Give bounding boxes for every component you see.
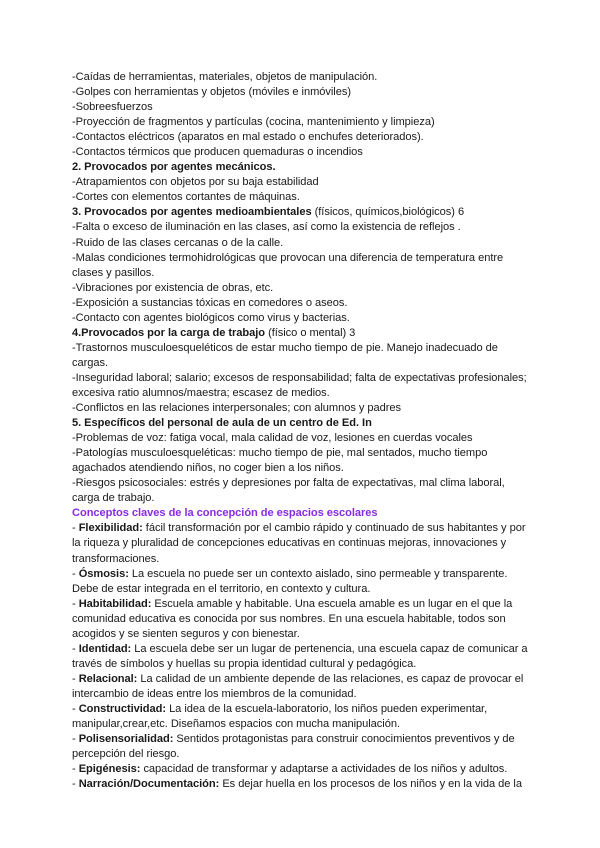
text-line: -Contactos eléctricos (aparatos en mal estado o enchufes deteriorados). (72, 131, 424, 144)
text-line: -Vibraciones por existencia de obras, etc. (72, 281, 274, 294)
text-paragraph: -Malas condiciones termohidrológicas que provocan una diferencia de temperatura entre clases y pasillos. (72, 251, 504, 279)
text-paragraph: -Inseguridad laboral; salario; excesos de responsabilidad; falta de expectativas profesionales; excesiva ratio alumnos/maestra; escasez de medios. (72, 371, 527, 399)
heading-rest: (físicos, químicos,biológicos) 6 (311, 206, 465, 219)
concept-item: - Polisensorialidad: Sentidos protagonistas para construir conocimientos preventivos y de percepción del riesgo. (72, 733, 515, 761)
text-line: -Conflictos en las relaciones interpersonales; con alumnos y padres (72, 402, 402, 415)
document-page (72, 70, 532, 792)
concept-term: Identidad: (78, 642, 132, 655)
text-line: -Contactos térmicos que producen quemaduras o incendios (72, 146, 363, 159)
heading-environmental (72, 205, 532, 220)
heading-bold: 3. Provocados por agentes medioambientales (72, 206, 312, 219)
concept-item: - Relacional: La calidad de un ambiente depende de las relaciones, es capaz de provocar el intercambio de ideas entre los miembros de la comunidad. (72, 672, 524, 700)
concept-item: - Identidad: La escuela debe ser un lugar de pertenencia, una escuela capaz de comunicar a través de símbolos y huellas su propia identidad cultural y pedagógica. (72, 642, 528, 670)
text-line: -Problemas de voz: fatiga vocal, mala calidad de voz, lesiones en cuerdas vocales (72, 432, 473, 445)
concept-item: - Epigénesis: capacidad de transformar y adaptarse a actividades de los niños y adultos. (72, 763, 508, 776)
concept-term: Ósmosis: (78, 567, 129, 580)
text-paragraph: -Trastornos musculoesqueléticos de estar mucho tiempo de pie. Manejo inadecuado de cargas. (72, 341, 498, 369)
concept-text: Sentidos protagonistas para construir conocimientos preventivos y de percepción del riesgo. (72, 733, 515, 761)
concept-text: capacidad de transformar y adaptarse a actividades de los niños y adultos. (140, 763, 508, 776)
heading-classroom-staff: 5. Específicos del personal de aula de un centro de Ed. In (72, 417, 372, 430)
concept-term: Constructividad: (78, 702, 167, 715)
text-line: -Proyección de fragmentos y partículas (cocina, mantenimiento y limpieza) (72, 116, 435, 129)
text-line: -Falta o exceso de iluminación en las clases, así como la existencia de reflejos . (72, 221, 461, 234)
text-line: -Ruido de las clases cercanas o de la calle. (72, 236, 284, 249)
concept-term: Relacional: (78, 672, 138, 685)
heading-bold: 4.Provocados por la carga de trabajo (72, 326, 266, 339)
concept-text: Escuela amable y habitable. Una escuela amable es un lugar en el que la comunidad educativa es conocida por sus nombres. En una escuela habitable, todos son acogidos y se sienten seguros y con bienestar. (72, 597, 513, 640)
concept-term: Epigénesis: (78, 763, 141, 776)
concept-text: La escuela debe ser un lugar de pertenencia, una escuela capaz de comunicar a través de símbolos y huellas su propia identidad cultural y pedagógica. (72, 642, 528, 670)
text-line: -Caídas de herramientas, materiales, objetos de manipulación. (72, 71, 378, 83)
text-line: -Golpes con herramientas y objetos (móviles e inmóviles) (72, 86, 351, 99)
concept-term: Habitabilidad: (78, 597, 152, 610)
concept-item: - Ósmosis: La escuela no puede ser un contexto aislado, sino permeable y transparente. Debe de estar integrada en el territorio, en contexto y cultura. (72, 567, 508, 595)
concept-text: La escuela no puede ser un contexto aislado, sino permeable y transparente. Debe de estar integrada en el territorio, en contexto y cultura. (72, 567, 508, 595)
concept-text: fácil transformación por el cambio rápido y continuado de sus habitantes y por la riqueza y pluralidad de concepciones educativas en continuas mejoras, innovaciones y transformaciones. (72, 522, 526, 565)
heading-workload (72, 326, 532, 341)
concept-item: - Narración/Documentación: Es dejar huella en los procesos de los niños y en la vida de la (72, 778, 522, 791)
concept-text: La idea de la escuela-laboratorio, los niños pueden experimentar, manipular,crear,etc. Diseñamos espacios con mucha manipulación. (72, 702, 488, 731)
heading-rest: (físico o mental) 3 (265, 326, 356, 339)
text-line: -Atrapamientos con objetos por su baja estabilidad (72, 176, 319, 189)
text-line: -Exposición a sustancias tóxicas en comedores o aseos. (72, 296, 348, 309)
concept-term: Flexibilidad: (78, 522, 143, 535)
concept-item: - Flexibilidad: fácil transformación por el cambio rápido y continuado de sus habitantes y por la riqueza y pluralidad de concepciones educativas en continuas mejoras, innovaciones y transformaciones. (72, 522, 526, 565)
heading-mechanical: 2. Provocados por agentes mecánicos. (72, 161, 276, 174)
concept-text: Es dejar huella en los procesos de los niños y en la vida de la (219, 778, 522, 791)
concept-text: La calidad de un ambiente depende de las relaciones, es capaz de provocar el intercambio de ideas entre los miembros de la comunidad. (72, 672, 524, 700)
concept-term: Narración/Documentación: (78, 778, 220, 791)
text-line: -Contacto con agentes biológicos como virus y bacterias. (72, 311, 350, 324)
text-paragraph: -Patologías musculoesqueléticas: mucho tiempo de pie, mal sentados, mucho tiempo agachados atendiendo niños, no coger bien a los niños. (72, 447, 488, 475)
section-title: Conceptos claves de la concepción de espacios escolares (72, 507, 378, 520)
concept-item: - Constructividad: La idea de la escuela-laboratorio, los niños pueden experimentar, manipular,crear,etc. Diseñamos espacios con mucha manipulación. (72, 702, 488, 731)
text-paragraph: -Riesgos psicosociales: estrés y depresiones por falta de expectativas, mal clima laboral, carga de trabajo. (72, 477, 505, 505)
text-line: -Sobreesfuerzos (72, 101, 153, 114)
text-line: -Cortes con elementos cortantes de máquinas. (72, 191, 300, 204)
concept-item: - Habitabilidad: Escuela amable y habitable. Una escuela amable es un lugar en el que la comunidad educativa es conocida por sus nombres. En una escuela habitable, todos son acogidos y se sienten seguros y con bienestar. (72, 597, 513, 640)
concept-term: Polisensorialidad: (78, 733, 174, 746)
